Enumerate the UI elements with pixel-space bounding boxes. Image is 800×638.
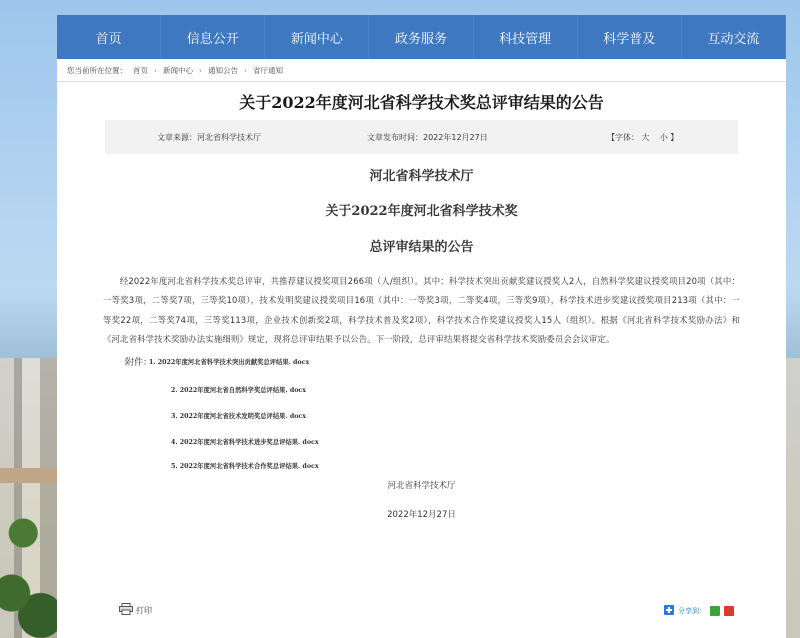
share-bar: [664, 605, 734, 617]
breadcrumb-prefix: 您当前所在位置：: [67, 65, 127, 75]
attachment-link[interactable]: 4. 2022年度河北省科学技术进步奖总评结果. docx: [171, 439, 319, 447]
breadcrumb-separator: ›: [154, 65, 157, 75]
attachment-link[interactable]: 1. 2022年度河北省科学技术突出贡献奖总评结果. docx: [149, 359, 310, 367]
breadcrumb-home[interactable]: 首页: [133, 65, 148, 75]
signature-org: 河北省科学技术厅: [387, 481, 456, 492]
article-heading-org: 河北省科学技术厅: [369, 169, 474, 184]
content-page: [57, 15, 786, 638]
main-nav: [57, 15, 786, 59]
article: [57, 91, 786, 520]
breadcrumb: [57, 59, 786, 82]
article-body: 经2022年度河北省科学技术奖总评审，共推荐建议授奖项目266项（人/组织）。其中：科学技术突出贡献奖建议授奖人2人，自然科学奖建议授奖项目20项（其中：一等奖3项，二等奖7项，三等奖10项），技术发明奖建议授奖项目16项（其中：一等奖3项，二等奖4项，三等奖9项），科学技术进步奖建议授奖项目213项（其中：一等奖22项，二等奖74项，三等奖113项，企业技术创新奖2项，科学技术普及奖2项），科学技术合作奖建议授奖人15人（组织）。根据《河北省科学技术奖励办法》和《河北省科学技术奖励办法实施细则》规定，现将总评审结果予以公告。下一阶段，总评审结果将提交省科学技术奖励委员会会议审定。: [103, 276, 740, 344]
nav-item-tech-management[interactable]: 科技管理: [474, 15, 578, 59]
attachment-label: 附件：: [125, 358, 153, 369]
print-button[interactable]: [119, 603, 152, 617]
breadcrumb-separator: ›: [244, 65, 247, 75]
article-heading-notice: 总评审结果的公告: [369, 240, 474, 255]
share-plus-icon[interactable]: [664, 605, 674, 617]
nav-item-home[interactable]: 首页: [57, 15, 161, 59]
breadcrumb-dept-notices[interactable]: 省厅通知: [253, 65, 283, 75]
nav-item-info-disclosure[interactable]: 信息公开: [161, 15, 265, 59]
font-size-label: 【字体：: [607, 132, 639, 142]
attachment-link[interactable]: 3. 2022年度河北省技术发明奖总评结果. docx: [171, 413, 307, 421]
signature-date: 2022年12月27日: [387, 510, 456, 521]
weibo-share-icon[interactable]: [724, 606, 734, 616]
nav-item-interaction[interactable]: 互动交流: [682, 15, 786, 59]
font-size-control: [607, 132, 678, 143]
article-meta-bar: [105, 120, 738, 154]
share-label: 分享到：: [678, 607, 706, 615]
attachments: [57, 355, 786, 475]
breadcrumb-separator: ›: [199, 65, 202, 75]
article-heading-subject: 关于2022年度河北省科学技术奖: [325, 204, 518, 219]
breadcrumb-notices[interactable]: 通知公告: [208, 65, 238, 75]
breadcrumb-news[interactable]: 新闻中心: [163, 65, 193, 75]
printer-icon: [119, 603, 133, 617]
nav-item-gov-services[interactable]: 政务服务: [369, 15, 473, 59]
font-small-button[interactable]: 小: [659, 132, 668, 142]
article-source: 文章来源：河北省科学技术厅: [157, 132, 261, 142]
nav-item-science-popularization[interactable]: 科学普及: [578, 15, 682, 59]
wechat-share-icon[interactable]: [710, 606, 720, 616]
font-large-button[interactable]: 大: [641, 132, 650, 142]
background-trees: [0, 488, 58, 638]
article-title: 关于2022年度河北省科学技术奖总评审结果的公告: [239, 93, 604, 112]
attachment-link[interactable]: 2. 2022年度河北省自然科学奖总评结果. docx: [171, 387, 307, 395]
article-date: 文章发布时间：2022年12月27日: [367, 132, 488, 142]
nav-item-news-center[interactable]: 新闻中心: [265, 15, 369, 59]
print-label: 打印: [136, 605, 152, 615]
attachment-link[interactable]: 5. 2022年度河北省科学技术合作奖总评结果. docx: [171, 463, 319, 471]
font-size-close: 】: [670, 132, 679, 142]
